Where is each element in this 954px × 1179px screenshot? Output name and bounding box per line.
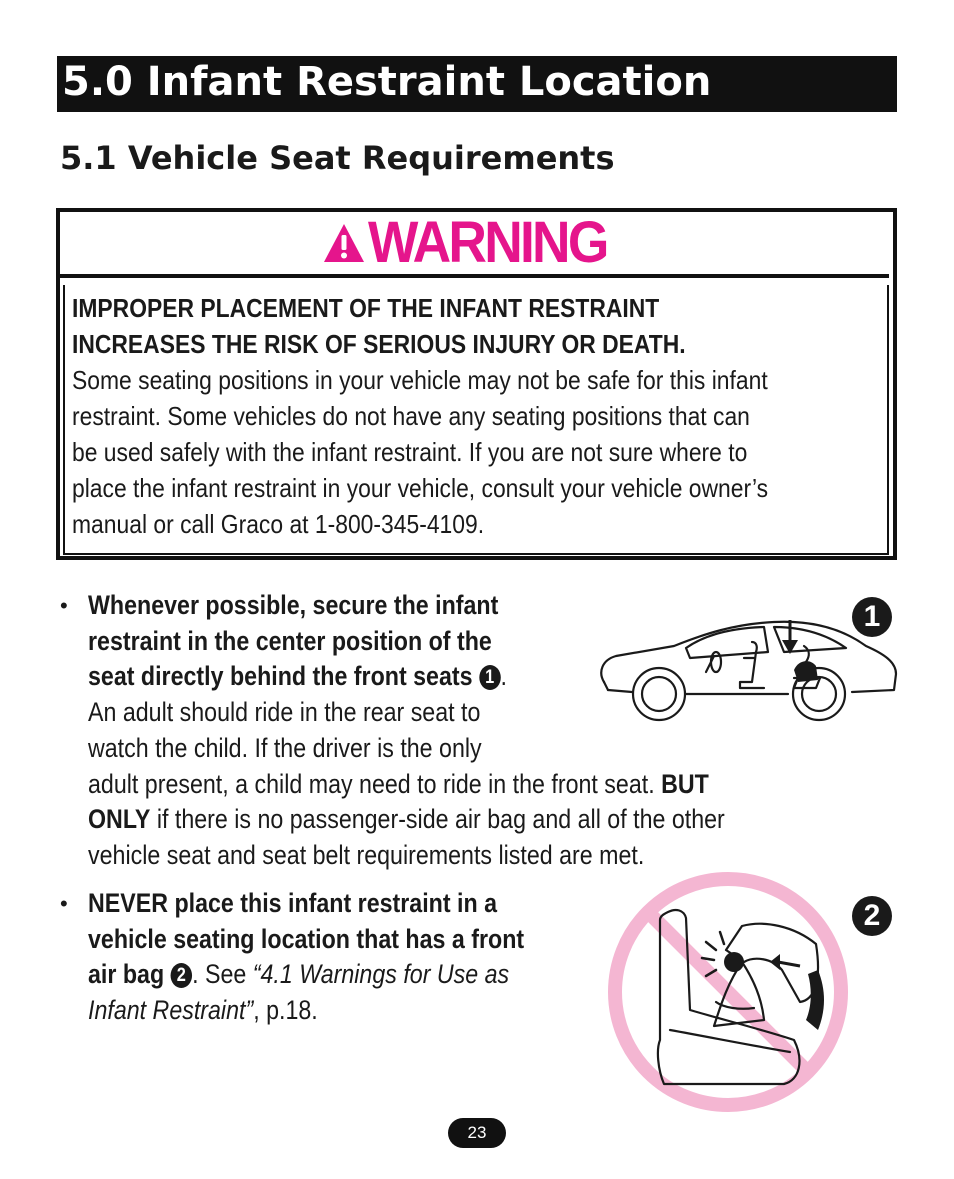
warning-heading: WARNING xyxy=(367,210,607,275)
figure-1-number: 1 xyxy=(852,597,892,637)
body-text: vehicle seat and seat belt requirements listed are met. xyxy=(88,839,645,870)
body-text: An adult should ride in the rear seat to xyxy=(88,697,481,728)
body-text: . xyxy=(500,661,507,692)
bullet-line xyxy=(88,767,725,803)
bullet-front-air-bag xyxy=(88,886,524,1029)
body-text: if there is no passenger-side air bag and all of the other xyxy=(150,804,725,835)
warning-body-line: restraint. Some vehicles do not have any seating positions that can xyxy=(72,401,750,431)
bullet-line xyxy=(88,993,524,1029)
bullet-line xyxy=(88,731,725,767)
bullet-marker: • xyxy=(60,593,68,618)
bold-text: Whenever possible, secure the infant xyxy=(88,590,499,620)
front-air-bag-illustration xyxy=(604,870,852,1116)
warning-body-line: be used safely with the infant restraint. If you are not sure where to xyxy=(72,437,748,467)
body-text: , p.18. xyxy=(253,995,318,1026)
bullet-marker: • xyxy=(60,891,68,916)
bullet-line xyxy=(88,802,725,838)
italic-text: “4.1 Warnings for Use as xyxy=(252,959,510,990)
warning-body-line: Some seating positions in your vehicle may not be safe for this infant xyxy=(72,365,768,395)
warning-triangle-icon xyxy=(322,221,366,265)
bold-text: restraint in the center position of the xyxy=(88,625,492,656)
figure-reference-badge: 1 xyxy=(479,665,501,690)
warning-header xyxy=(60,212,889,274)
figure-2-number: 2 xyxy=(852,896,892,936)
figure-reference-badge: 2 xyxy=(171,963,193,988)
warning-body-line: manual or call Graco at 1-800-345-4109. xyxy=(72,509,485,539)
bold-text: BUT xyxy=(661,768,709,799)
section-title: 5.0 Infant Restraint Location xyxy=(62,59,712,105)
bullet-line xyxy=(88,922,524,958)
body-text: adult present, a child may need to ride in the front seat. xyxy=(88,768,662,799)
italic-text: Infant Restraint” xyxy=(88,995,254,1026)
bold-text: seat directly behind the front seats xyxy=(88,661,479,692)
warning-body-line: INCREASES THE RISK OF SERIOUS INJURY OR DEATH. xyxy=(72,329,686,359)
bold-text: vehicle seating location that has a front xyxy=(88,923,525,954)
body-text: . See xyxy=(192,959,253,990)
bullet-line xyxy=(88,886,524,922)
warning-body-line: place the infant restraint in your vehicle, consult your vehicle owner’s xyxy=(72,473,769,503)
page-number: 23 xyxy=(448,1118,506,1148)
warning-body-line: IMPROPER PLACEMENT OF THE INFANT RESTRAINT xyxy=(72,293,660,323)
subsection-title: 5.1 Vehicle Seat Requirements xyxy=(60,139,615,177)
warning-body xyxy=(72,290,785,542)
body-text: watch the child. If the driver is the only xyxy=(88,732,482,763)
car-seating-illustration xyxy=(594,600,900,722)
bullet-line xyxy=(88,838,725,874)
bold-text: ONLY xyxy=(88,804,151,835)
bold-text: air bag xyxy=(88,959,171,990)
bold-text: NEVER place this infant restraint in a xyxy=(88,888,498,918)
bullet-line xyxy=(88,957,524,993)
